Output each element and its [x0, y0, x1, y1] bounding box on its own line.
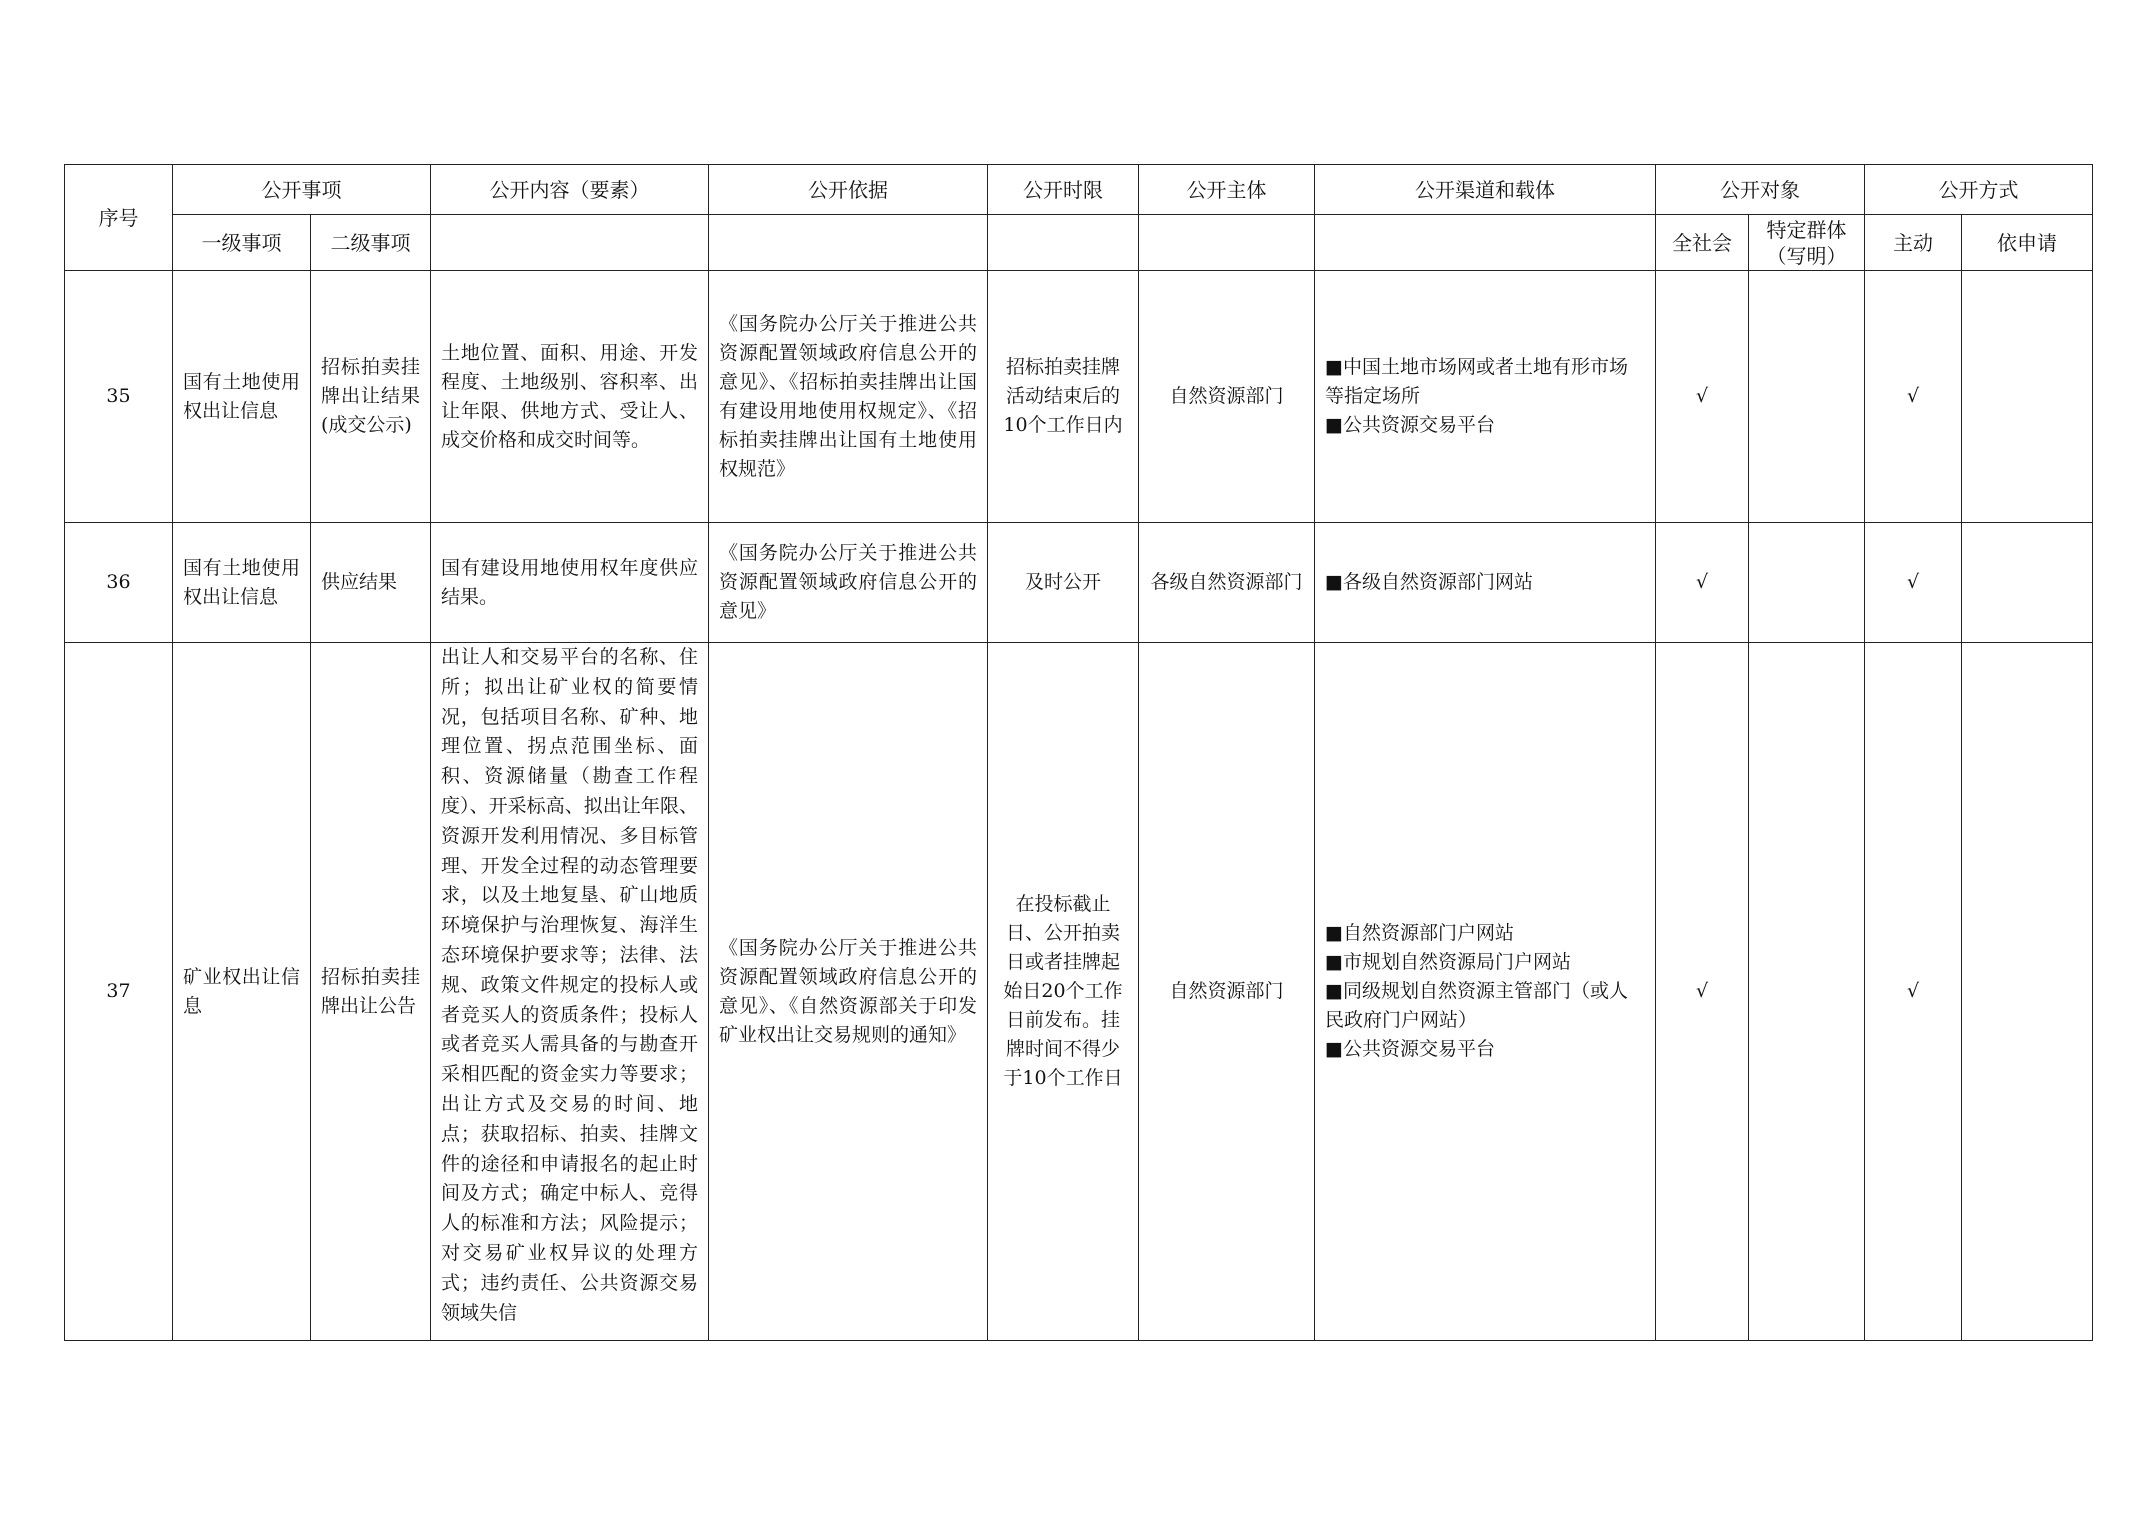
header-basis-empty	[709, 215, 988, 271]
header-item-level2: 二级事项	[311, 215, 431, 271]
row-level1: 国有土地使用权出让信息	[173, 523, 311, 643]
row-all-society-check: √	[1656, 271, 1749, 523]
channel-item: ■市规划自然资源局门户网站	[1325, 951, 1571, 973]
channel-item: ■中国土地市场网或者土地有形市场等指定场所	[1325, 356, 1628, 407]
header-deadline: 公开时限	[988, 165, 1139, 215]
row-channels	[1315, 523, 1656, 643]
row-active-check: √	[1865, 643, 1962, 1341]
header-method: 公开方式	[1865, 165, 2093, 215]
table-row	[65, 271, 2093, 523]
row-active-check: √	[1865, 523, 1962, 643]
row-channels	[1315, 643, 1656, 1341]
header-target: 公开对象	[1656, 165, 1865, 215]
row-apply	[1962, 643, 2093, 1341]
header-subject-empty	[1139, 215, 1315, 271]
header-target-specific-line1: 特定群体	[1766, 217, 1847, 242]
header-item: 公开事项	[173, 165, 431, 215]
channel-item: ■自然资源部门户网站	[1325, 922, 1514, 944]
row-basis: 《国务院办公厅关于推进公共资源配置领域政府信息公开的意见》	[709, 523, 988, 643]
header-target-specific-line2: （写明）	[1766, 243, 1847, 268]
row-deadline: 招标拍卖挂牌活动结束后的10个工作日内	[988, 271, 1139, 523]
header-target-specific	[1749, 215, 1865, 271]
row-content: 国有建设用地使用权年度供应结果。	[431, 523, 709, 643]
row-subject: 自然资源部门	[1139, 271, 1315, 523]
header-row-1	[65, 165, 2093, 215]
header-method-active: 主动	[1865, 215, 1962, 271]
header-deadline-empty	[988, 215, 1139, 271]
row-all-society-check: √	[1656, 643, 1749, 1341]
table-row	[65, 643, 2093, 1341]
channel-item: ■各级自然资源部门网站	[1325, 571, 1533, 593]
header-channel-empty	[1315, 215, 1656, 271]
row-seq: 37	[65, 643, 173, 1341]
header-item-level1: 一级事项	[173, 215, 311, 271]
disclosure-table	[64, 164, 2093, 1341]
row-active-check: √	[1865, 271, 1962, 523]
row-level2: 供应结果	[311, 523, 431, 643]
row-channels	[1315, 271, 1656, 523]
row-level2: 招标拍卖挂牌出让结果(成交公示)	[311, 271, 431, 523]
row-seq: 35	[65, 271, 173, 523]
row-deadline: 及时公开	[988, 523, 1139, 643]
row-basis: 《国务院办公厅关于推进公共资源配置领域政府信息公开的意见》、《招标拍卖挂牌出让国有建设用地使用权规定》、《招标拍卖挂牌出让国有土地使用权规范》	[709, 271, 988, 523]
header-content: 公开内容（要素）	[431, 165, 709, 215]
row-basis: 《国务院办公厅关于推进公共资源配置领域政府信息公开的意见》、《自然资源部关于印发矿业权出让交易规则的通知》	[709, 643, 988, 1341]
row-level2: 招标拍卖挂牌出让公告	[311, 643, 431, 1341]
header-basis: 公开依据	[709, 165, 988, 215]
row-all-society-check: √	[1656, 523, 1749, 643]
header-row-2	[65, 215, 2093, 271]
row-level1: 矿业权出让信息	[173, 643, 311, 1341]
row-apply	[1962, 271, 2093, 523]
row-specific	[1749, 271, 1865, 523]
row-subject: 各级自然资源部门	[1139, 523, 1315, 643]
header-target-all: 全社会	[1656, 215, 1749, 271]
row-subject: 自然资源部门	[1139, 643, 1315, 1341]
header-subject: 公开主体	[1139, 165, 1315, 215]
row-specific	[1749, 643, 1865, 1341]
row-seq: 36	[65, 523, 173, 643]
header-content-empty	[431, 215, 709, 271]
header-seq: 序号	[65, 165, 173, 271]
row-level1: 国有土地使用权出让信息	[173, 271, 311, 523]
table-row	[65, 523, 2093, 643]
row-content: 出让人和交易平台的名称、住所；拟出让矿业权的简要情况，包括项目名称、矿种、地理位置、拐点范围坐标、面积、资源储量（勘查工作程度）、开采标高、拟出让年限、资源开发利用情况、多目标管理、开发全过程的动态管理要求，以及土地复垦、矿山地质环境保护与治理恢复、海洋生态环境保护要求等；法律、法规、政策文件规定的投标人或者竞买人的资质条件；投标人或者竞买人需具备的与勘查开采相匹配的资金实力等要求；出让方式及交易的时间、地点；获取招标、拍卖、挂牌文件的途径和申请报名的起止时间及方式；确定中标人、竞得人的标准和方法；风险提示；对交易矿业权异议的处理方式；违约责任、公共资源交易领域失信	[431, 643, 709, 1341]
channel-item: ■公共资源交易平台	[1325, 1038, 1495, 1060]
row-specific	[1749, 523, 1865, 643]
header-channel: 公开渠道和载体	[1315, 165, 1656, 215]
row-content: 土地位置、面积、用途、开发程度、土地级别、容积率、出让年限、供地方式、受让人、成交价格和成交时间等。	[431, 271, 709, 523]
row-apply	[1962, 523, 2093, 643]
channel-item: ■同级规划自然资源主管部门（或人民政府门户网站）	[1325, 980, 1628, 1031]
channel-item: ■公共资源交易平台	[1325, 414, 1495, 436]
header-method-apply: 依申请	[1962, 215, 2093, 271]
row-deadline: 在投标截止日、公开拍卖日或者挂牌起始日20个工作日前发布。挂牌时间不得少于10个工作日	[988, 643, 1139, 1341]
